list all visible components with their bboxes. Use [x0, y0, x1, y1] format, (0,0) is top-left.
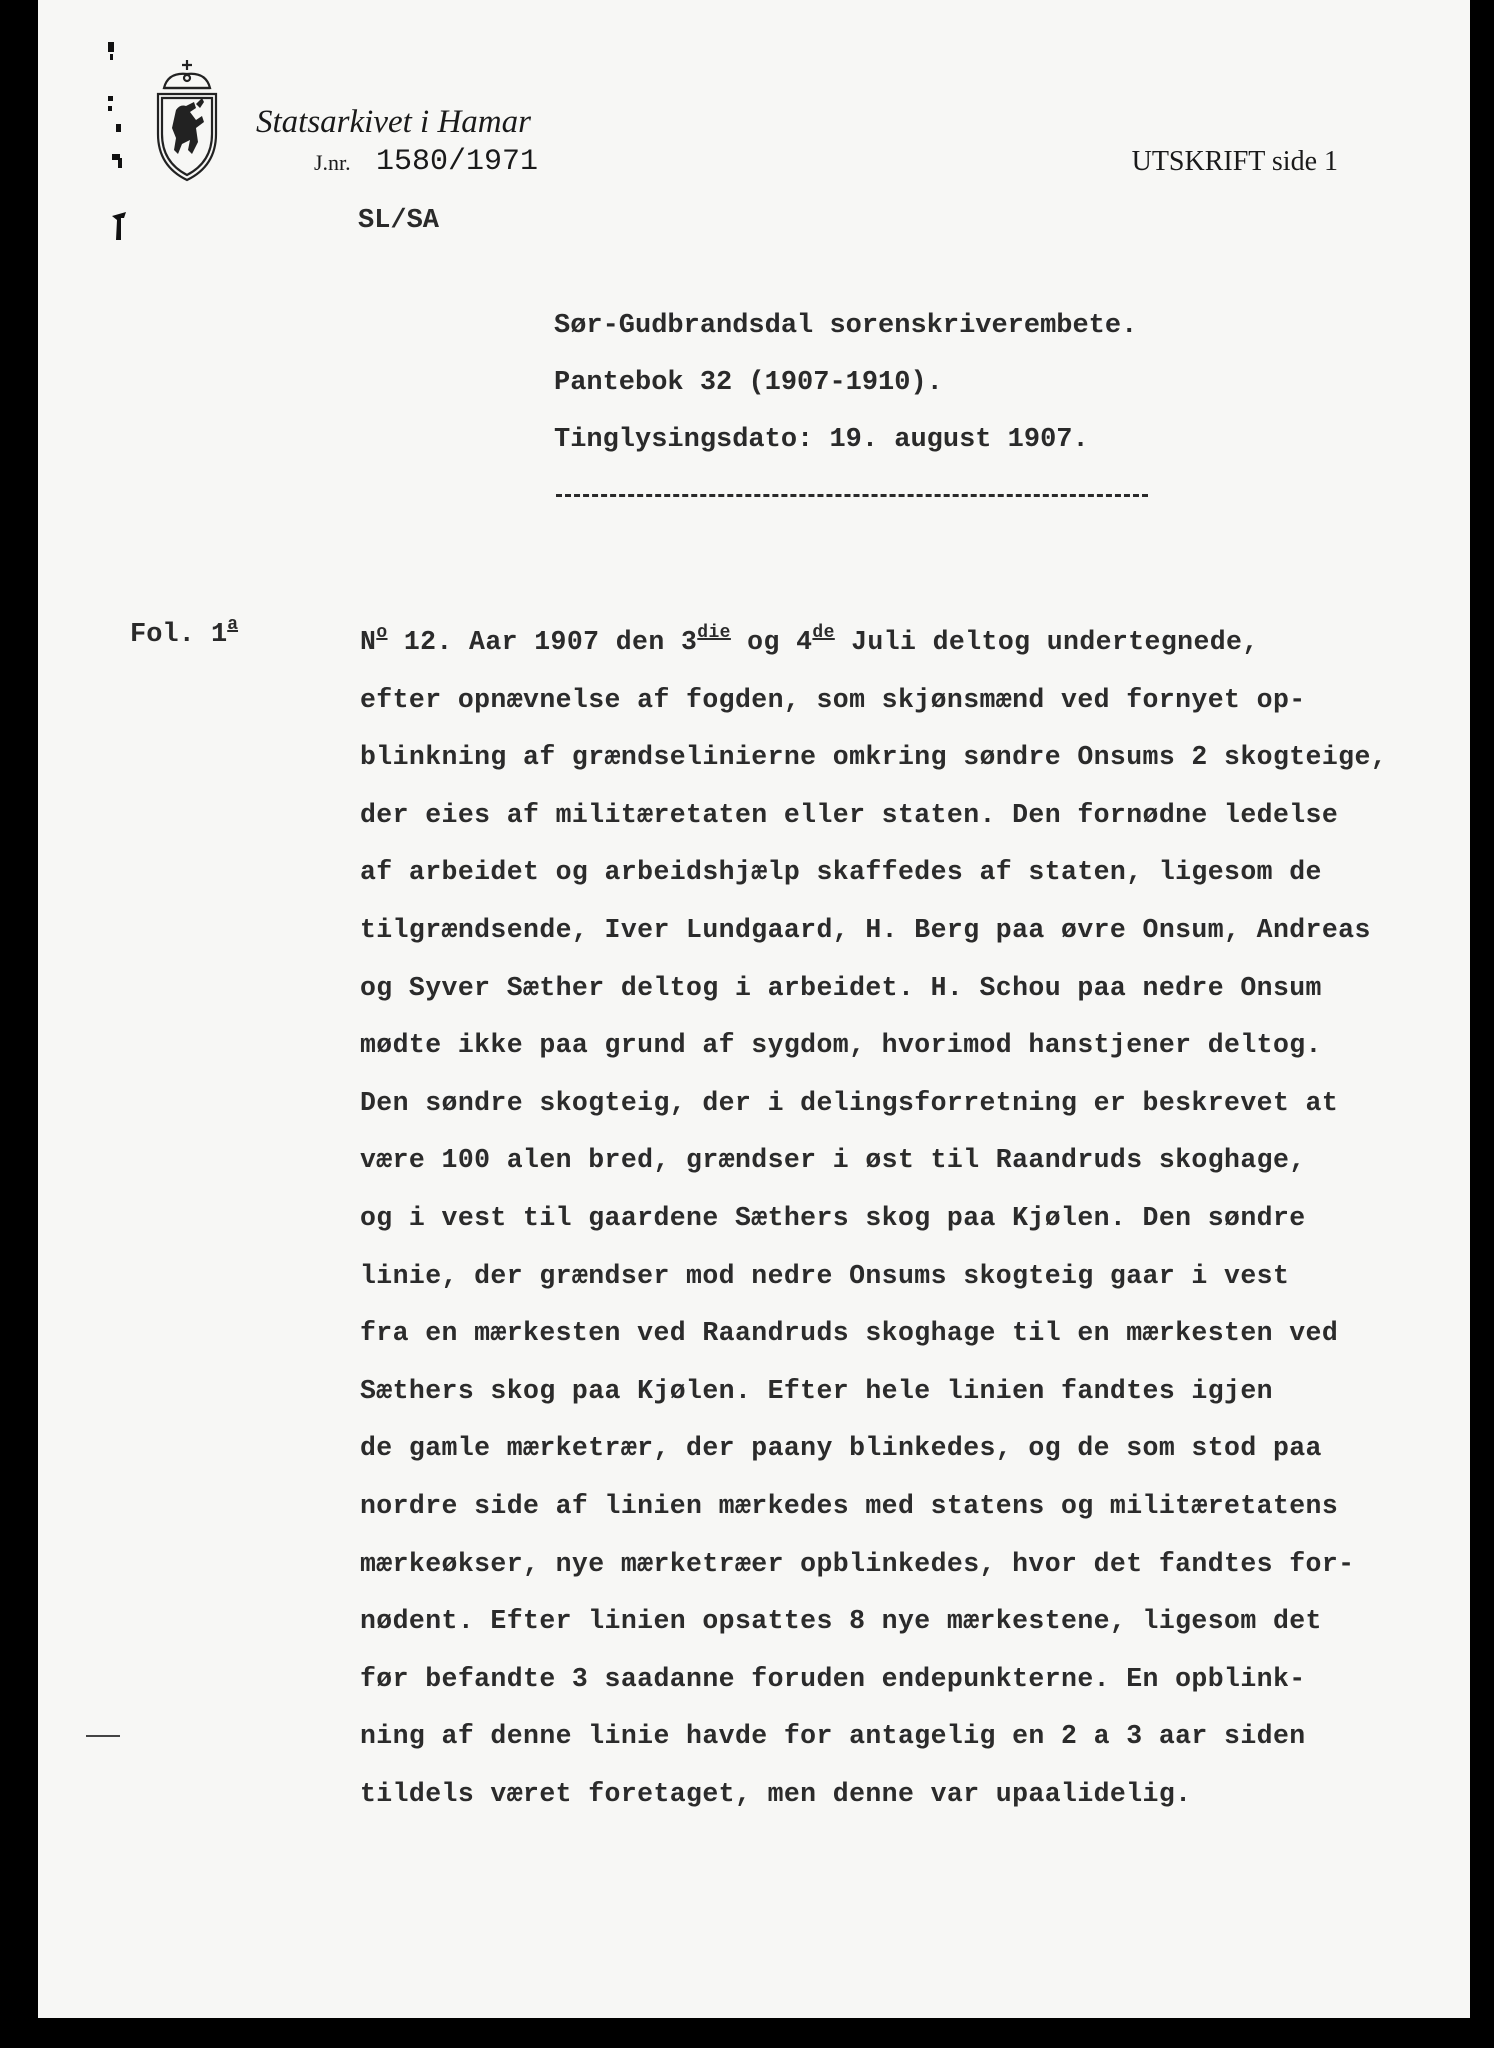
margin-mark — [86, 1735, 120, 1737]
mortgage-book: Pantebok 32 (1907-1910). — [554, 368, 943, 398]
entry-line: der eies af militæretaten eller staten. Den fornødne ledelse — [360, 799, 1339, 830]
entry-body — [360, 614, 1460, 1823]
entry-line: Den søndre skogteig, der i delingsforretning er beskrevet at — [360, 1087, 1339, 1118]
journal-number: 1580/1971 — [376, 145, 539, 179]
day-superscript: de — [812, 623, 835, 643]
entry-line: af arbeidet og arbeidshjælp skaffedes af staten, ligesom de — [360, 857, 1322, 888]
entry-line — [360, 614, 1460, 672]
entry-line: ning af denne linie havde for antagelig en 2 a 3 aar siden — [360, 1721, 1306, 1752]
entry-line: før befandte 3 saadanne foruden endepunkterne. En opblink- — [360, 1663, 1306, 1694]
reference-initials: SL/SA — [358, 206, 440, 236]
entry-line: nødent. Efter linien opsattes 8 nye mærkestene, ligesom det — [360, 1606, 1322, 1637]
entry-text-segment: og 4 — [730, 627, 813, 657]
folio-label: Fol. 1 — [130, 620, 228, 650]
journal-number-label: J.nr. — [314, 150, 351, 175]
folio-superscript: a — [227, 615, 239, 635]
entry-line: mødte ikke paa grund af sygdom, hvorimod hanstjener deltog. — [360, 1030, 1322, 1061]
archive-name: Statsarkivet i Hamar — [256, 104, 531, 140]
entry-line: tildels været foretaget, men denne var upaalidelig. — [360, 1778, 1192, 1809]
folio-reference — [130, 615, 239, 650]
entry-line: linie, der grændser mod nedre Onsums skogteig gaar i vest — [360, 1260, 1290, 1291]
entry-line: mærkeøkser, nye mærketræer opblinkedes, hvor det fandtes for- — [360, 1548, 1355, 1579]
entry-line: blinkning af grændselinierne omkring søndre Onsums 2 skogteige, — [360, 742, 1388, 773]
entry-line: tilgrændsende, Iver Lundgaard, H. Berg paa øvre Onsum, Andreas — [360, 914, 1371, 945]
day-superscript: die — [697, 623, 731, 643]
entry-line: fra en mærkesten ved Raandruds skoghage til en mærkesten ved — [360, 1318, 1339, 1349]
entry-line: Sæthers skog paa Kjølen. Efter hele linien fandtes igjen — [360, 1375, 1273, 1406]
entry-line: nordre side af linien mærkedes med statens og militæretatens — [360, 1490, 1339, 1521]
entry-line: de gamle mærketrær, der paany blinkedes, og de som stod paa — [360, 1433, 1322, 1464]
entry-text-segment: 12. Aar 1907 den 3 — [387, 627, 698, 657]
court-name: Sør-Gudbrandsdal sorenskriverembete. — [554, 311, 1138, 341]
transcript-page-label: UTSKRIFT side 1 — [1131, 146, 1338, 177]
dashed-separator — [556, 494, 1148, 497]
entry-text-segment: Juli deltog undertegnede, — [834, 627, 1259, 657]
norwegian-coat-of-arms-icon — [150, 58, 224, 182]
entry-line: og i vest til gaardene Sæthers skog paa Kjølen. Den søndre — [360, 1202, 1306, 1233]
entry-line: efter opnævnelse af fogden, som skjønsmænd ved fornyet op- — [360, 684, 1306, 715]
entry-line: være 100 alen bred, grændser i øst til Raandruds skoghage, — [360, 1145, 1306, 1176]
number-prefix: N — [360, 627, 377, 657]
entry-line: og Syver Sæther deltog i arbeidet. H. Schou paa nedre Onsum — [360, 972, 1322, 1003]
registration-date: Tinglysingsdato: 19. august 1907. — [554, 425, 1089, 455]
record-heading — [554, 298, 1137, 469]
document-page — [38, 0, 1470, 2018]
punch-hole-marks — [86, 40, 126, 260]
number-superscript: o — [376, 623, 388, 643]
